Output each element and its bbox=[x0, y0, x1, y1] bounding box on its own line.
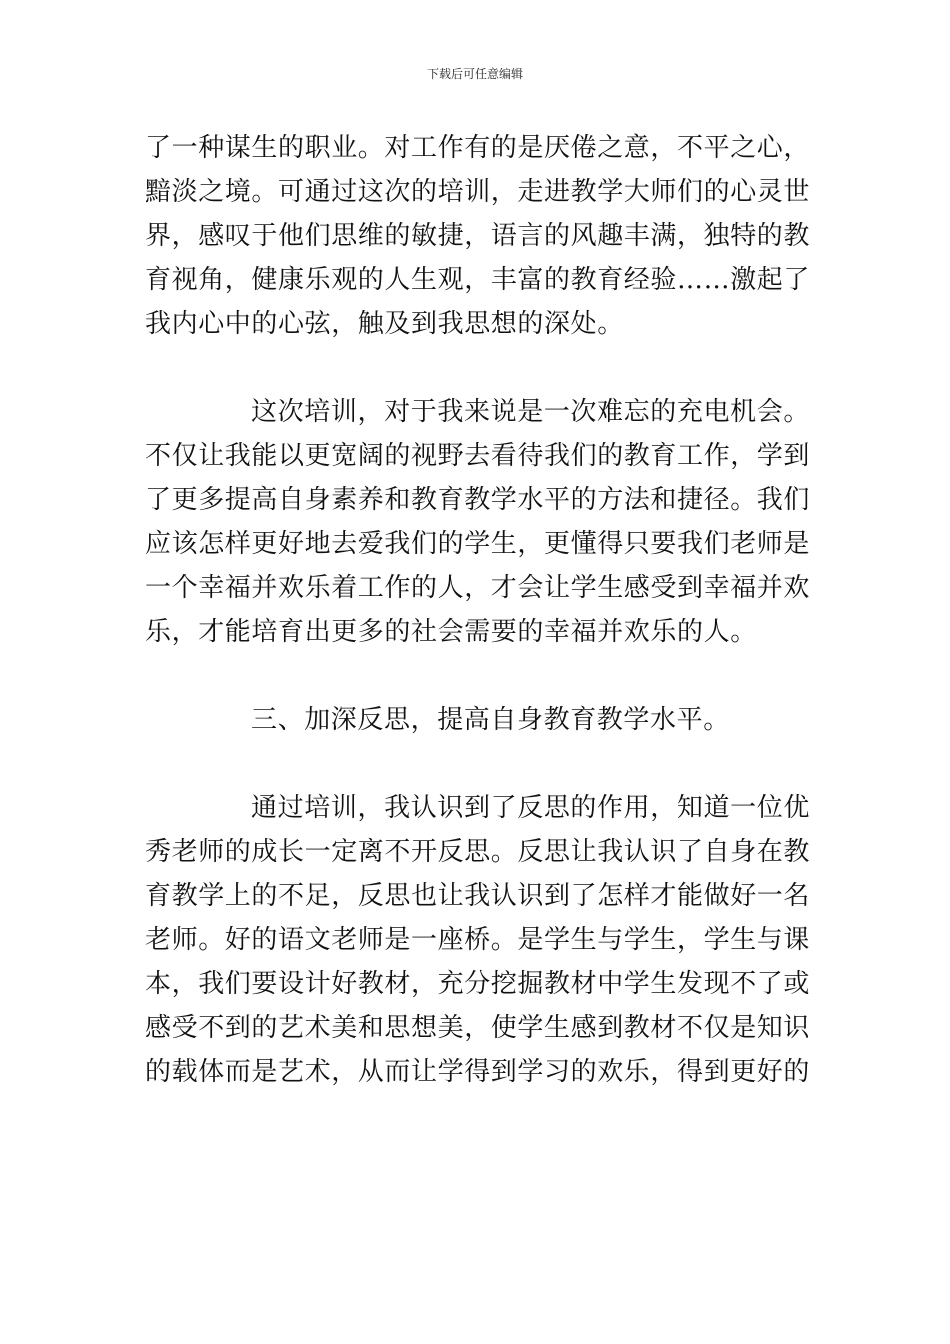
page-header: 下载后可任意编辑 bbox=[426, 67, 523, 81]
section-heading-reflection: 三、加深反思，提高自身教育教学水平。 bbox=[251, 705, 730, 735]
paragraph-reflection: 通过培训，我认识到了反思的作用，知道一位优秀老师的成长一定离不开反思。反思让我认识了自身在教育教学上的不足，反思也让我认识到了怎样才能做好一名老师。好的语文老师是一座桥。是学生与学生，学生与课本，我们要设计好教材，充分挖掘教材中学生发现不了或感受不到的艺术美和思想美，使学生感到教材不仅是知识的载体而是艺术，从而让学得到学习的欢乐，得到更好的 bbox=[145, 793, 811, 1087]
paragraph-training-opportunity: 这次培训，对于我来说是一次难忘的充电机会。不仅让我能以更宽阔的视野去看待我们的教育工作，学到了更多提高自身素养和教育教学水平的方法和捷径。我们应该怎样更好地去爱我们的学生，更懂得只要我们老师是一个幸福并欢乐着工作的人，才会让学生感受到幸福并欢乐，才能培育出更多的社会需要的幸福并欢乐的人。 bbox=[145, 397, 811, 647]
paragraph-continuation: 了一种谋生的职业。对工作有的是厌倦之意，不平之心，黯淡之境。可通过这次的培训，走进教学大师们的心灵世界，感叹于他们思维的敏捷，语言的风趣丰满，独特的教育视角，健康乐观的人生观，丰富的教育经验……激起了我内心中的心弦，触及到我思想的深处。 bbox=[145, 133, 811, 339]
document-body bbox=[145, 126, 810, 1094]
